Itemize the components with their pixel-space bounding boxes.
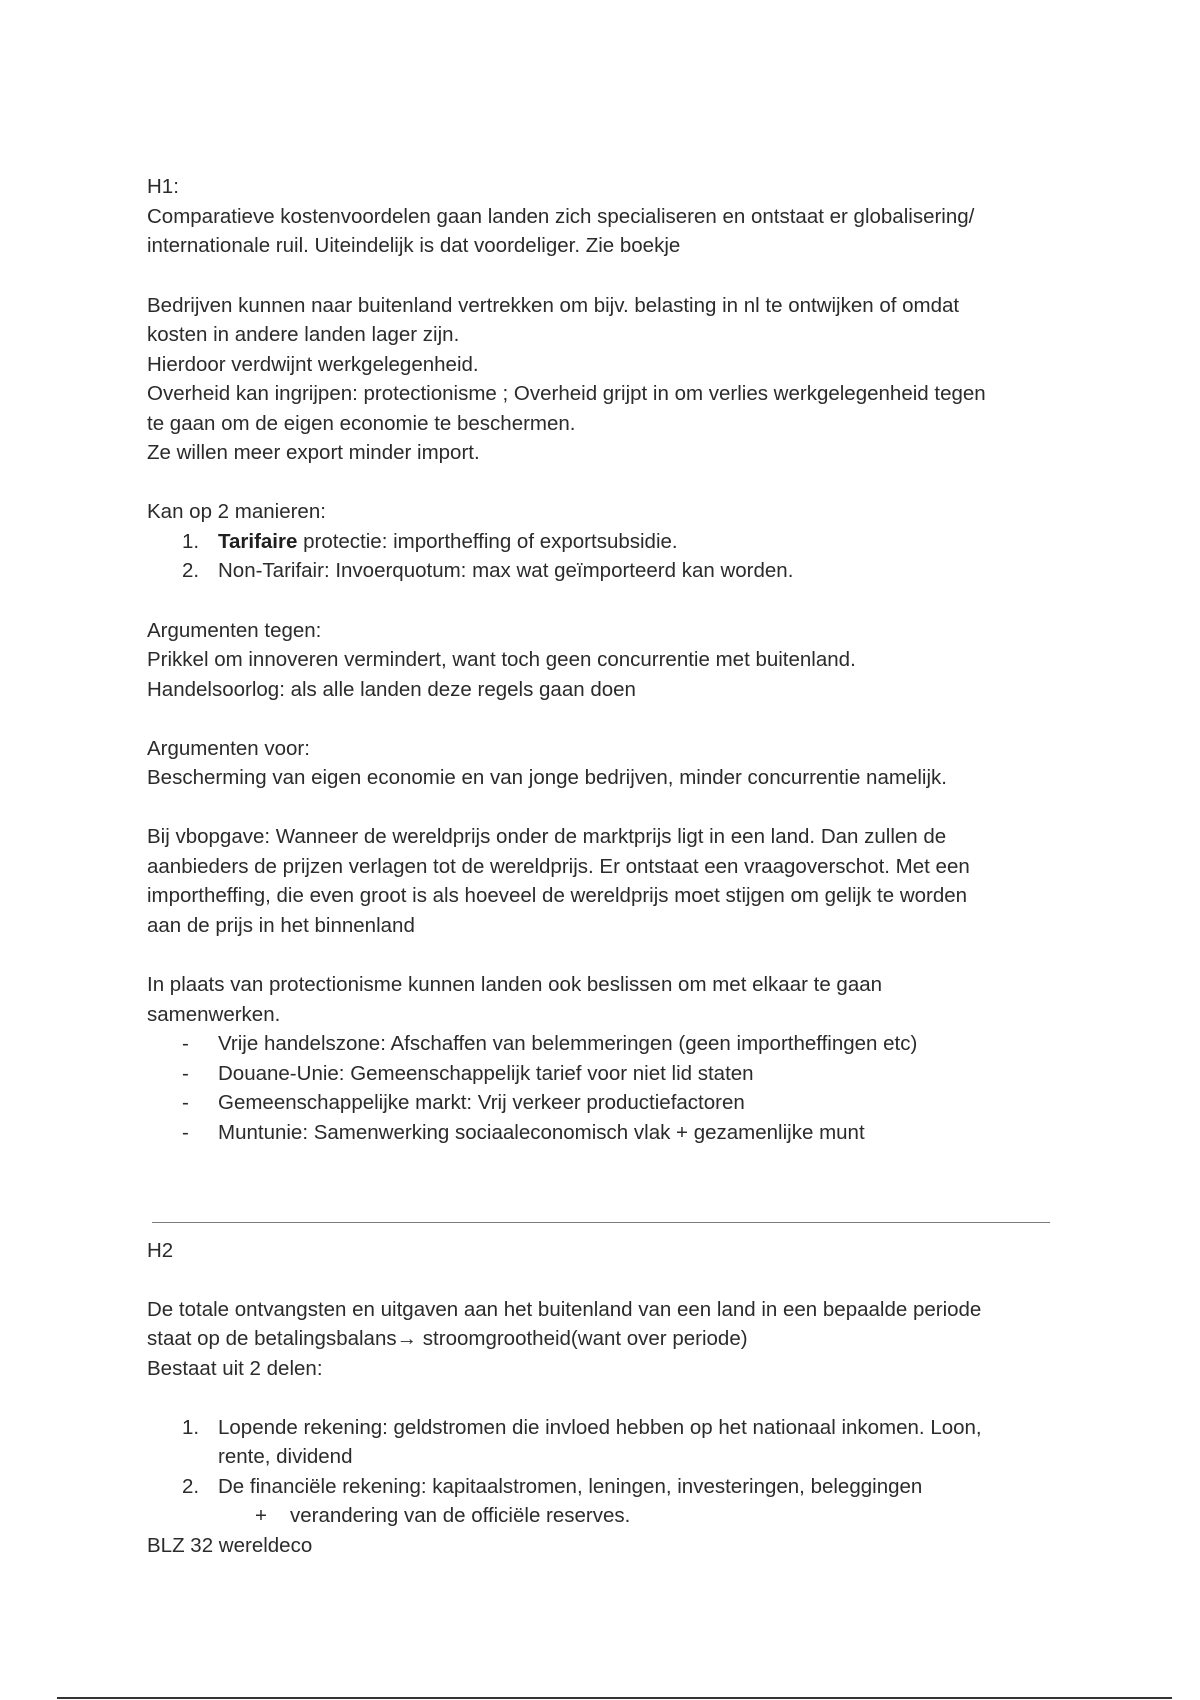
paragraph-line: importheffing, die even groot is als hoeveel de wereldprijs moet stijgen om gelijk te worden (147, 884, 968, 907)
list-item: De financiële rekening: kapitaalstromen, leningen, investeringen, beleggingen (218, 1475, 923, 1498)
list-number: 2. (182, 559, 200, 582)
list-item: Gemeenschappelijke markt: Vrij verkeer productiefactoren (218, 1091, 745, 1114)
paragraph-line: Bestaat uit 2 delen: (147, 1357, 323, 1380)
sub-list-item: verandering van de officiële reserves. (290, 1504, 631, 1527)
list-dash: - (182, 1121, 189, 1144)
paragraph-line: Bescherming van eigen economie en van jonge bedrijven, minder concurrentie namelijk. (147, 766, 947, 789)
page-bottom-rule (57, 1697, 1172, 1699)
list-item: Tarifaire protectie: importheffing of exportsubsidie. (218, 530, 678, 553)
sub-list-marker: + (255, 1504, 267, 1527)
paragraph-line: Prikkel om innoveren vermindert, want toch geen concurrentie met buitenland. (147, 648, 856, 671)
paragraph-line: Handelsoorlog: als alle landen deze regels gaan doen (147, 678, 636, 701)
list-item-continuation: rente, dividend (218, 1445, 353, 1468)
paragraph-line: te gaan om de eigen economie te beschermen. (147, 412, 576, 435)
paragraph-line: staat op de betalingsbalans→ stroomgrootheid(want over periode) (147, 1327, 748, 1350)
paragraph-line: Bij vbopgave: Wanneer de wereldprijs onder de marktprijs ligt in een land. Dan zullen de (147, 825, 947, 848)
paragraph-line: internationale ruil. Uiteindelijk is dat voordeliger. Zie boekje (147, 234, 681, 257)
list-item: Vrije handelszone: Afschaffen van belemmeringen (geen importheffingen etc) (218, 1032, 918, 1055)
list-dash: - (182, 1062, 189, 1085)
paragraph-line: BLZ 32 wereldeco (147, 1534, 313, 1557)
list-item: Lopende rekening: geldstromen die invloed hebben op het nationaal inkomen. Loon, (218, 1416, 982, 1439)
paragraph-line: kosten in andere landen lager zijn. (147, 323, 460, 346)
paragraph-line: Overheid kan ingrijpen: protectionisme ; Overheid grijpt in om verlies werkgelegenheid tegen (147, 382, 986, 405)
paragraph-line: Argumenten voor: (147, 737, 310, 760)
list-item: Non-Tarifair: Invoerquotum: max wat geïmporteerd kan worden. (218, 559, 794, 582)
section-heading-h2: H2 (147, 1239, 174, 1262)
paragraph-line: samenwerken. (147, 1003, 281, 1026)
bold-term: Tarifaire (218, 530, 298, 553)
list-item: Douane-Unie: Gemeenschappelijk tarief voor niet lid staten (218, 1062, 754, 1085)
paragraph-line: Argumenten tegen: (147, 619, 322, 642)
list-dash: - (182, 1032, 189, 1055)
section-divider (152, 1222, 1050, 1223)
section-heading-h1: H1: (147, 175, 179, 198)
paragraph-line: aanbieders de prijzen verlagen tot de wereldprijs. Er ontstaat een vraagoverschot. Met een (147, 855, 970, 878)
list-number: 1. (182, 1416, 200, 1439)
paragraph-line: In plaats van protectionisme kunnen landen ook beslissen om met elkaar te gaan (147, 973, 883, 996)
list-number: 1. (182, 530, 200, 553)
paragraph-line: Hierdoor verdwijnt werkgelegenheid. (147, 353, 479, 376)
paragraph-line: aan de prijs in het binnenland (147, 914, 415, 937)
paragraph-line: Comparatieve kostenvoordelen gaan landen zich specialiseren en ontstaat er globalisering/ (147, 205, 975, 228)
list-item: Muntunie: Samenwerking sociaaleconomisch vlak + gezamenlijke munt (218, 1121, 865, 1144)
paragraph-line: De totale ontvangsten en uitgaven aan het buitenland van een land in een bepaalde periode (147, 1298, 982, 1321)
list-number: 2. (182, 1475, 200, 1498)
paragraph-line: Bedrijven kunnen naar buitenland vertrekken om bijv. belasting in nl te ontwijken of omdat (147, 294, 960, 317)
list-dash: - (182, 1091, 189, 1114)
paragraph-line: Ze willen meer export minder import. (147, 441, 480, 464)
paragraph-line: Kan op 2 manieren: (147, 500, 326, 523)
